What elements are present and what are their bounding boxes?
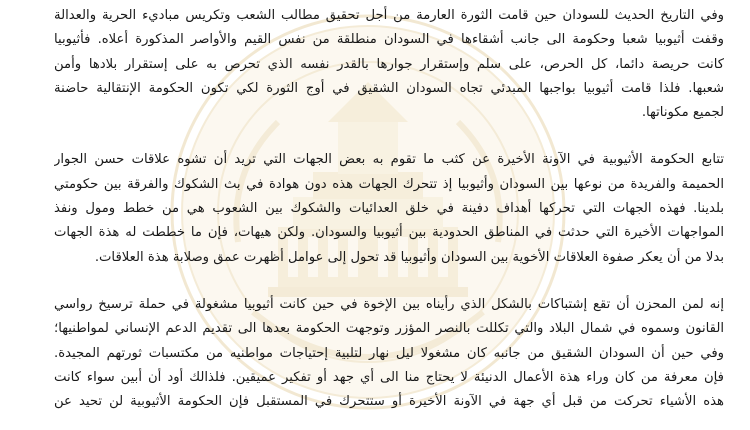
text-line: الحميمة والفريدة من نوعها بين السودان وأثيوبيا إذ تتحرك الجهات هذه دون هوادة في بث الشكوك والفرقة بين حكومتي [54, 176, 724, 192]
text-line: كانت حريصة دائما، كل الحرص، على سلم وإستقرار جوارها بالقدر نفسه الذي تحرص به على إستقرار بلادها وأمن [54, 56, 724, 72]
paragraph-3 [54, 293, 724, 414]
text-line: تتابع الحكومة الأثيوبية في الآونة الأخيرة عن كثب ما تقوم به بعض الجهات التي تريد أن تشوه علاقات حسن الجوار [54, 152, 724, 168]
text-line: المواجهات الأخيرة التي حدثت في المناطق الحدودية بين أثيوبيا والسودان. ولكن هيهات، فإن ما خططت له هذة الجهات [54, 225, 724, 241]
paragraph-1 [54, 4, 724, 125]
text-line: لجميع مكوناتها. [641, 105, 724, 121]
text-line: بلدينا. فهذه الجهات التي تحركها أهداف دفينة في خلق العدائيات والشكوك بين الشعوب هي من خطط ومول ونفذ [54, 201, 724, 217]
text-line: القانون وسموه في شمال البلاد والتي تكللت بالنصر المؤزر وتوجهت الحكومة بعدها الى تقديم الدعم الإنساني لمواطنيها؛ [54, 321, 724, 337]
text-line: بدلا من أن يعكر صفوة العلاقات الأخوية بين السودان وأثيوبيا قد تحول إلى عوامل أظهرت عمق وصلابة هذة العلاقات. [94, 249, 724, 265]
text-line: وقفت أثيوبيا شعبا وحكومة الى جانب أشقاءها في السودان منطلقة من نفس القيم والأواصر المذكورة أعلاه. فأثيوبيا [54, 32, 724, 48]
text-line: شعبها. فلذا قامت أثيوبيا بواجبها المبدئي تجاه السودان الشقيق في أوج الثورة لكي تكون الحكومة الإنتقالية حاضنة [54, 80, 724, 96]
text-line: وفي حين أن السودان الشقيق من جانبه كان مشغولا ليل نهار لتلبية إحتياجات مواطنيه من مكتسبات ثورتهم المجيدة. [54, 345, 724, 361]
text-line: فإن معرفة من كان وراء هذة الأعمال الدنيئة لا يحتاج منا الى أي جهد أو تفكير عميقين. فلذالك أود أن أبين سواء كانت [54, 369, 724, 385]
paragraph-2 [54, 148, 724, 269]
text-line: إنه لمن المحزن أن تقع إشتباكات بالشكل الذي رأيناه بين الإخوة في حين كانت أثيوبيا مشغولة في حملة ترسيخ رواسي [54, 296, 724, 312]
paragraph-gap [54, 125, 724, 148]
paragraph-gap [54, 270, 724, 293]
text-line: وفي التاريخ الحديث للسودان حين قامت الثورة العارمة من أجل تحقيق مطالب الشعب وتكريس مباديء الحرية والعدالة [54, 8, 724, 23]
text-line: هذه الأشياء تحركت من قبل أي جهة في الآونة الأخيرة أو ستتحرك في المستقبل فإن الحكومة الأثيوبية لن تحيد عن [54, 394, 724, 410]
letter-body [54, 0, 724, 414]
